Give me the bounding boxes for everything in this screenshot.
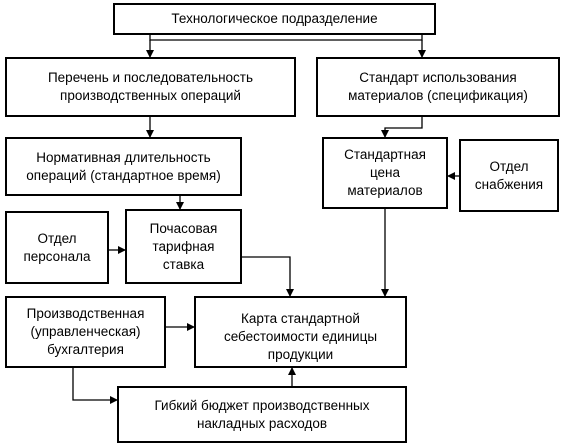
box-standard-cost-card <box>194 296 407 368</box>
box-normative-duration <box>5 137 242 196</box>
box-hourly-rate-label: Почасовая тарифная ставка <box>149 220 218 272</box>
box-operations-list <box>5 57 296 117</box>
box-standard-price-label: Стандартная цена материалов <box>344 147 426 198</box>
arrow-rate-to-card <box>242 257 290 296</box>
box-tech-division-label: Технологическое подразделение <box>171 11 378 26</box>
arrow-accounting-to-budget <box>73 368 117 400</box>
box-materials-standard <box>316 57 560 117</box>
arrow-materials-to-price <box>385 117 422 137</box>
box-supply-dept <box>459 139 559 212</box>
box-accounting <box>5 296 166 368</box>
box-standard-price <box>322 137 448 209</box>
box-operations-list-label: Перечень и последовательность производственных операций <box>47 70 254 103</box>
box-hourly-rate <box>125 209 242 284</box>
box-standard-cost-card-label: Карта стандартной себестоимости единицы продукции <box>223 311 378 362</box>
box-flexible-budget <box>117 386 407 443</box>
box-tech-division <box>113 3 436 35</box>
box-flexible-budget-label: Гибкий бюджет производственных накладных расходов <box>154 397 370 431</box>
box-materials-standard-label: Стандарт использования материалов (спецификация) <box>348 70 528 103</box>
box-personnel-dept-label: Отдел персонала <box>23 230 91 264</box>
box-personnel-dept <box>5 211 109 284</box>
box-accounting-label: Производственная (управленческая) бухгалтерия <box>26 306 145 357</box>
connector-top-split <box>150 35 422 40</box>
box-normative-duration-label: Нормативная длительность операций (стандартное время) <box>26 149 221 183</box>
box-supply-dept-label: Отдел снабжения <box>474 158 544 192</box>
